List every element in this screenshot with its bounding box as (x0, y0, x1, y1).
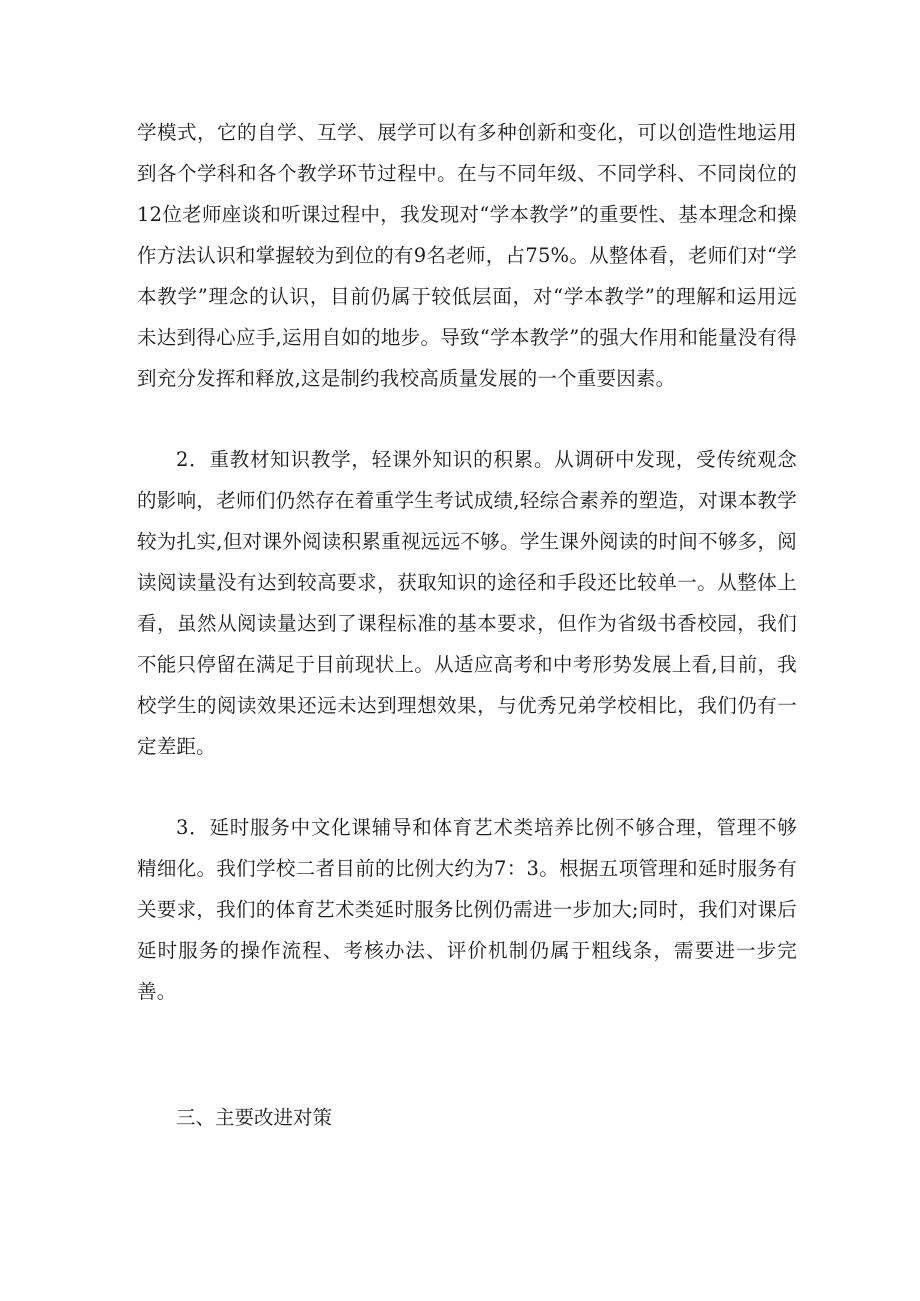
paragraph-item-3 (137, 807, 797, 1012)
paragraph-item-2 (137, 439, 797, 767)
paragraph-text: 2．重教材知识教学，轻课外知识的积累。从调研中发现，受传统观念的影响，老师们仍然存在着重学生考试成绩,轻综合素养的塑造，对课本教学较为扎实,但对课外阅读积累重视远远不够。学生课外阅读的时间不够多，阅读阅读量没有达到较高要求，获取知识的途径和手段还比较单一。从整体上看，虽然从阅读量达到了课程标准的基本要求，但作为省级书香校园，我们不能只停留在满足于目前现状上。从适应高考和中考形势发展上看,目前，我校学生的阅读效果还远未达到理想效果，与优秀兄弟学校相比，我们仍有一定差距。 (137, 448, 797, 758)
paragraph-text: 3．延时服务中文化课辅导和体育艺术类培养比例不够合理，管理不够精细化。我们学校二者目前的比例大约为7：3。根据五项管理和延时服务有关要求，我们的体育艺术类延时服务比例仍需进一步加大;同时，我们对课后延时服务的操作流程、考核办法、评价机制仍属于粗线条，需要进一步完善。 (137, 816, 797, 1003)
paragraph-continuation (137, 112, 797, 399)
section-heading: 三、主要改进对策 (176, 1106, 333, 1129)
paragraph-text: 学模式，它的自学、互学、展学可以有多种创新和变化，可以创造性地运用到各个学科和各个教学环节过程中。在与不同年级、不同学科、不同岗位的12位老师座谈和听课过程中，我发现对“学本教学”的重要性、基本理念和操作方法认识和掌握较为到位的有9名老师，占75%。从整体看，老师们对“学本教学”理念的认识，目前仍属于较低层面，对“学本教学”的理解和运用远未达到得心应手,运用自如的地步。导致“学本教学”的强大作用和能量没有得到充分发挥和释放,这是制约我校高质量发展的一个重要因素。 (137, 121, 797, 390)
